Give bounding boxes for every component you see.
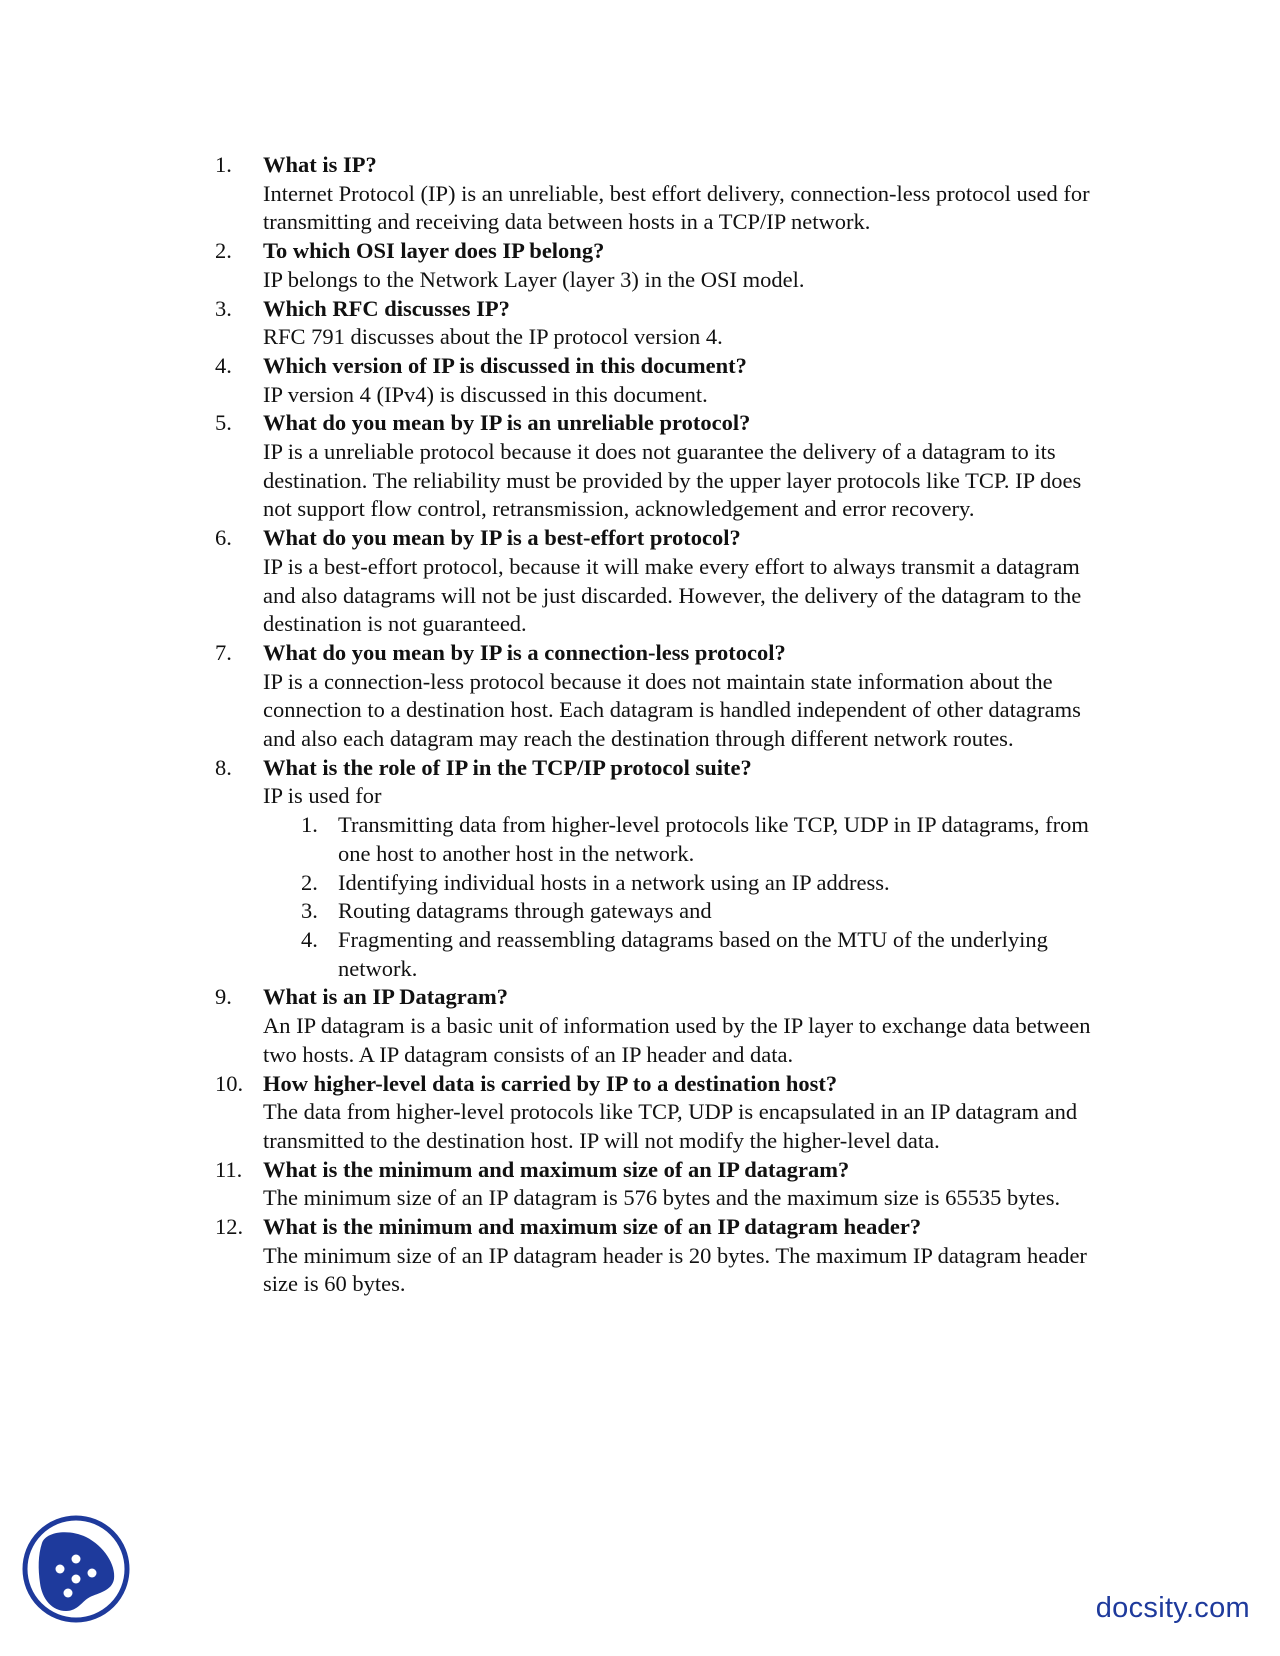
answer: IP is a best-effort protocol, because it will make every effort to always transmit a datagram and also datagrams will not be just discarded. However, the delivery of the datagram to the destination is not guaranteed.: [263, 553, 1082, 637]
list-item: [215, 295, 1095, 352]
question: How higher-level data is carried by IP to a destination host?: [263, 1070, 838, 1096]
sub-list-item: [301, 811, 1095, 868]
item-number: 4.: [215, 352, 232, 378]
list-item: [215, 409, 1095, 524]
sub-list-item: [301, 869, 1095, 898]
question: What is the role of IP in the TCP/IP protocol suite?: [263, 754, 752, 780]
sub-item-number: 3.: [301, 898, 318, 924]
question: Which version of IP is discussed in this document?: [263, 352, 747, 378]
answer: The data from higher-level protocols like TCP, UDP is encapsulated in an IP datagram and transmitted to the destination host. IP will not modify the higher-level data.: [263, 1099, 1078, 1153]
question: What do you mean by IP is an unreliable protocol?: [263, 410, 751, 436]
answer: IP version 4 (IPv4) is discussed in this document.: [263, 381, 708, 407]
answer: Internet Protocol (IP) is an unreliable, best effort delivery, connection-less protocol used for transmitting and receiving data between hosts in a TCP/IP network.: [263, 180, 1090, 235]
item-number: 12.: [215, 1214, 244, 1240]
docsity-logo-icon[interactable]: [20, 1513, 132, 1625]
list-item: [215, 1156, 1095, 1213]
item-number: 9.: [215, 984, 232, 1010]
item-number: 11.: [215, 1156, 243, 1182]
list-item: [215, 754, 1095, 984]
item-number: 2.: [215, 238, 232, 264]
item-number: 5.: [215, 410, 232, 436]
list-item: [215, 983, 1095, 1069]
brand-link[interactable]: docsity.com: [1095, 1592, 1250, 1624]
item-number: 8.: [215, 754, 232, 780]
item-number: 7.: [215, 639, 232, 665]
answer: An IP datagram is a basic unit of information used by the IP layer to exchange data between two hosts. A IP datagram consists of an IP header and data.: [263, 1013, 1091, 1067]
sub-list-item: [301, 926, 1095, 983]
list-item: [215, 1070, 1095, 1156]
question: What is IP?: [263, 152, 377, 177]
sub-item-text: Transmitting data from higher-level protocols like TCP, UDP in IP datagrams, from one host to another host in the network.: [338, 812, 1089, 866]
answer: RFC 791 discusses about the IP protocol version 4.: [263, 324, 723, 350]
sub-item-text: Routing datagrams through gateways and: [338, 898, 712, 924]
sub-item-number: 4.: [301, 926, 318, 952]
sub-item-number: 1.: [301, 812, 318, 838]
sub-list-item: [301, 897, 1095, 926]
list-item: [215, 352, 1095, 409]
list-item: [215, 151, 1095, 237]
question: What is an IP Datagram?: [263, 984, 509, 1010]
sub-item-text: Fragmenting and reassembling datagrams based on the MTU of the underlying network.: [338, 926, 1048, 981]
item-number: 3.: [215, 295, 232, 321]
answer: IP is a connection-less protocol because it does not maintain state information about the connection to a destination host. Each datagram is handled independent of other datagrams and also each datagram may reach the destination through different network routes.: [263, 668, 1081, 752]
item-number: 1.: [215, 152, 232, 177]
question: What is the minimum and maximum size of an IP datagram?: [263, 1156, 850, 1182]
answer: The minimum size of an IP datagram is 576 bytes and the maximum size is 65535 bytes.: [263, 1185, 1061, 1211]
answer: IP is a unreliable protocol because it does not guarantee the delivery of a datagram to its destination. The reliability must be provided by the upper layer protocols like TCP. IP does not support flow control, retransmission, acknowledgement and error recovery.: [263, 439, 1082, 522]
question: Which RFC discusses IP?: [263, 295, 510, 321]
answer: IP is used for: [263, 783, 382, 809]
item-number: 10.: [215, 1070, 244, 1096]
item-number: 6.: [215, 525, 232, 551]
question: To which OSI layer does IP belong?: [263, 238, 605, 264]
list-item: [215, 237, 1095, 294]
list-item: [215, 1213, 1095, 1299]
answer: IP belongs to the Network Layer (layer 3) in the OSI model.: [263, 266, 805, 292]
question: What do you mean by IP is a connection-less protocol?: [263, 639, 786, 665]
list-item: [215, 524, 1095, 639]
answer: The minimum size of an IP datagram header is 20 bytes. The maximum IP datagram header size is 60 bytes.: [263, 1242, 1087, 1297]
qa-list: [215, 151, 1095, 1299]
sub-list: [263, 811, 1095, 983]
list-item: [215, 639, 1095, 754]
sub-item-number: 2.: [301, 869, 318, 895]
question: What do you mean by IP is a best-effort protocol?: [263, 525, 741, 551]
sub-item-text: Identifying individual hosts in a network using an IP address.: [338, 869, 890, 895]
question: What is the minimum and maximum size of an IP datagram header?: [263, 1214, 922, 1240]
